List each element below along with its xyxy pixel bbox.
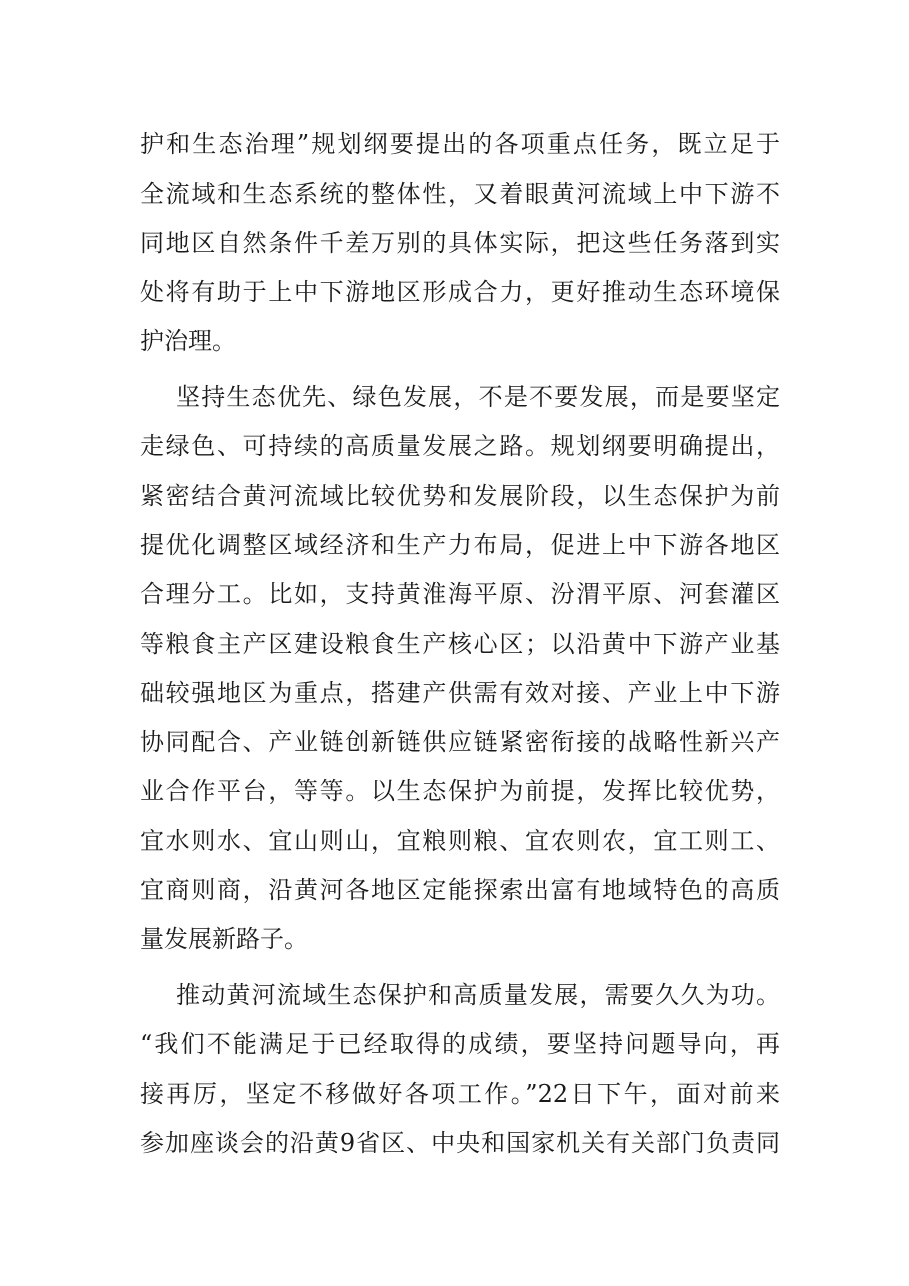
text-line: 走绿色、可持续的高质量发展之路。规划纲要明确提出，: [140, 432, 780, 460]
text-line: 协同配合、产业链创新链供应链紧密衔接的战略性新兴产: [140, 728, 780, 756]
text-line: 处将有助于上中下游地区形成合力，更好推动生态环境保: [140, 278, 780, 306]
text-line: 业合作平台，等等。以生态保护为前提，发挥比较优势，: [140, 777, 780, 805]
text-line: “我们不能满足于已经取得的成绩，要坚持问题导向，再: [140, 1030, 780, 1058]
paragraph-first-line: 推动黄河流域生态保护和高质量发展，需要久久为功。: [176, 981, 780, 1009]
paragraph-first-line: 坚持生态优先、绿色发展，不是不要发展，而是要坚定: [176, 383, 780, 411]
text-line: 宜商则商，沿黄河各地区定能探索出富有地域特色的高质: [140, 876, 780, 904]
text-line: 等粮食主产区建设粮食生产核心区；以沿黄中下游产业基: [140, 630, 780, 658]
text-line: 接再厉，坚定不移做好各项工作。”22日下午，面对前来: [140, 1080, 780, 1108]
text-line: 参加座谈会的沿黄9省区、中央和国家机关有关部门负责同: [140, 1129, 780, 1157]
text-line: 护治理。: [140, 327, 236, 355]
text-line: 紧密结合黄河流域比较优势和发展阶段，以生态保护为前: [140, 482, 780, 510]
text-line: 护和生态治理”规划纲要提出的各项重点任务，既立足于: [140, 130, 780, 158]
text-line: 提优化调整区域经济和生产力布局，促进上中下游各地区: [140, 531, 780, 559]
text-line: 础较强地区为重点，搭建产供需有效对接、产业上中下游: [140, 679, 780, 707]
text-line: 宜水则水、宜山则山，宜粮则粮、宜农则农，宜工则工、: [140, 827, 780, 855]
text-line: 全流域和生态系统的整体性，又着眼黄河流域上中下游不: [140, 180, 780, 208]
text-line: 量发展新路子。: [140, 925, 308, 953]
text-line: 合理分工。比如，支持黄淮海平原、汾渭平原、河套灌区: [140, 580, 780, 608]
text-line: 同地区自然条件千差万别的具体实际，把这些任务落到实: [140, 229, 780, 257]
